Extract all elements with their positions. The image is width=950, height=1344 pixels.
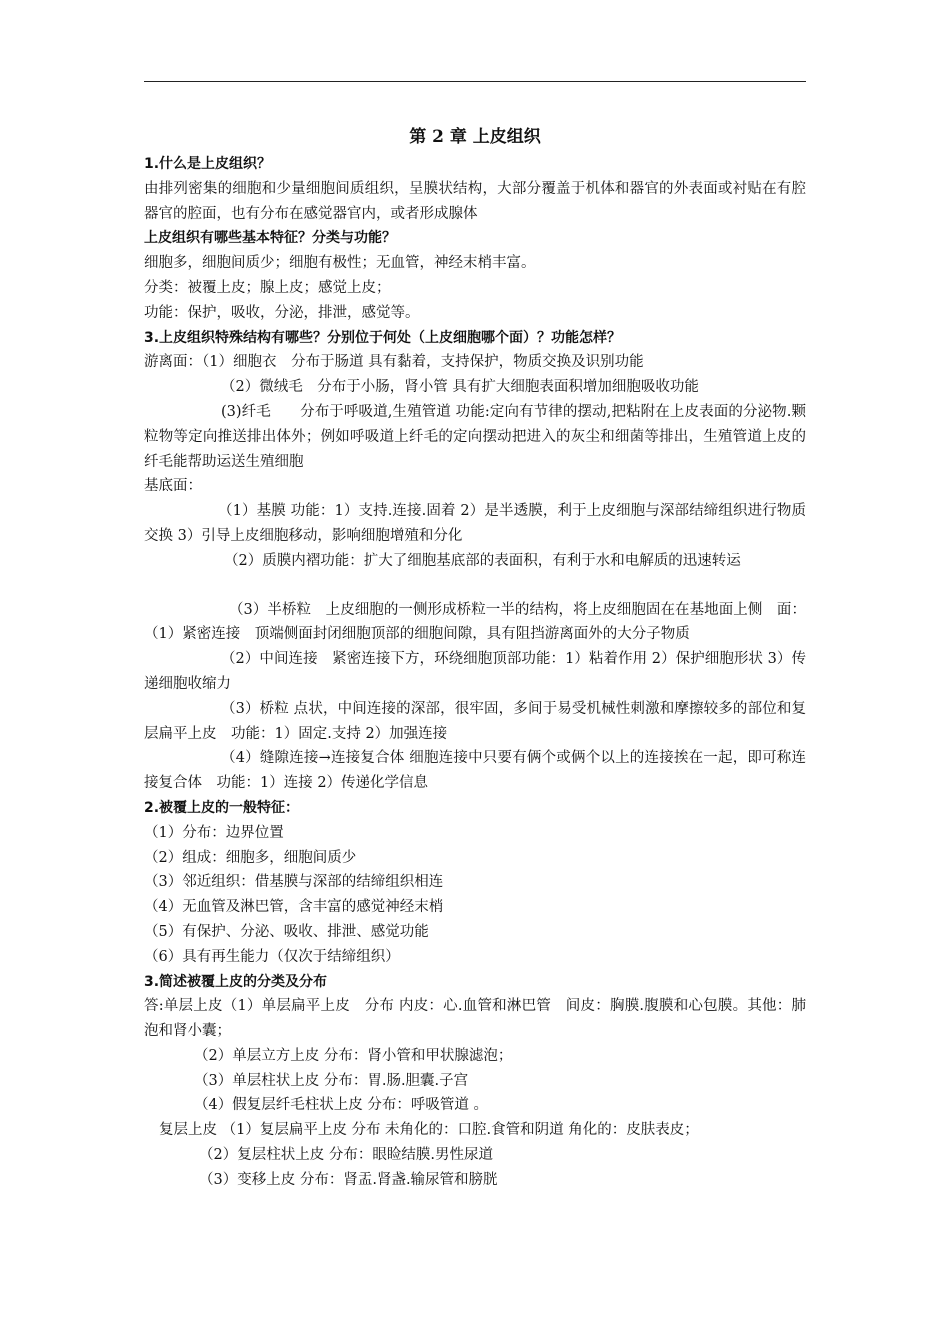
list-item: （3）变移上皮 分布：肾盂.肾盏.输尿管和膀胱 bbox=[199, 1171, 498, 1188]
paragraph: 细胞多，细胞间质少；细胞有极性；无血管，神经末梢丰富。 bbox=[144, 255, 536, 272]
spacer bbox=[144, 574, 806, 598]
list-item: （3）单层柱状上皮 分布：胃.肠.胆囊.子宫 bbox=[194, 1072, 469, 1089]
list-item: （5）有保护、分泌、吸收、排泄、感觉功能 bbox=[144, 923, 429, 940]
paragraph: （3）桥粒 点状，中间连接的深部，很牢固，多间于易受机械性刺激和摩擦较多的部位和复层扁平上皮 功能：1）固定.支持 2）加强连接 bbox=[144, 700, 806, 742]
paragraph: 分类：被覆上皮；腺上皮；感觉上皮； bbox=[144, 279, 391, 296]
paragraph: （3）半桥粒 上皮细胞的一侧形成桥粒一半的结构，将上皮细胞固在在基地面上侧 面：（1）紧密连接 顶端侧面封闭细胞顶部的细胞间隙，具有阻挡游离面外的大分子物质 bbox=[144, 601, 806, 643]
list-item: （2）复层柱状上皮 分布：眼睑结膜.男性尿道 bbox=[199, 1147, 493, 1164]
list-item: （3）邻近组织：借基膜与深部的结缔组织相连 bbox=[144, 874, 444, 891]
chapter-title: 第 2 章 上皮组织 bbox=[409, 127, 541, 147]
paragraph: 基底面： bbox=[144, 478, 202, 495]
paragraph: 由排列密集的细胞和少量细胞间质组织，呈膜状结构，大部分覆盖于机体和器官的外表面或衬贴在有腔器官的腔面，也有分布在感觉器官内，或者形成腺体 bbox=[144, 180, 806, 222]
header-rule bbox=[144, 81, 806, 82]
list-item: （1）分布：边界位置 bbox=[144, 824, 284, 841]
list-item: （2）组成：细胞多，细胞间质少 bbox=[144, 849, 357, 866]
paragraph: 答:单层上皮（1）单层扁平上皮 分布 内皮：心.血管和淋巴管 间皮：胸膜.腹膜和心包膜。其他：肺泡和肾小囊； bbox=[144, 998, 806, 1040]
question-heading: 2.被覆上皮的一般特征： bbox=[144, 799, 300, 816]
list-item: （2）单层立方上皮 分布：肾小管和甲状腺滤泡； bbox=[194, 1047, 513, 1064]
paragraph: （1）基膜 功能：1）支持.连接.固着 2）是半透膜，利于上皮细胞与深部结缔组织进行物质交换 3）引导上皮细胞移动，影响细胞增殖和分化 bbox=[144, 503, 806, 544]
list-item: （4）假复层纤毛柱状上皮 分布：呼吸管道 。 bbox=[194, 1097, 488, 1114]
paragraph: 游离面：（1）细胞衣 分布于肠道 具有黏着，支持保护，物质交换及识别功能 bbox=[144, 354, 644, 371]
paragraph: (3)纤毛 分布于呼吸道,生殖管道 功能:定向有节律的摆动,把粘附在上皮表面的分泌物.颗粒物等定向推送排出体外；例如呼吸道上纤毛的定向摆动把进入的灰尘和细菌等排出，生殖管道上皮的纤毛能帮助运送生殖细胞 bbox=[144, 403, 806, 470]
paragraph: （2）微绒毛 分布于小肠，肾小管 具有扩大细胞表面积增加细胞吸收功能 bbox=[221, 379, 699, 396]
question-heading: 3.简述被覆上皮的分类及分布 bbox=[144, 973, 328, 990]
paragraph: （4）缝隙连接→连接复合体 细胞连接中只要有俩个或俩个以上的连接挨在一起，即可称连接复合体 功能：1）连接 2）传递化学信息 bbox=[144, 750, 806, 792]
list-item: （4）无血管及淋巴管，含丰富的感觉神经末梢 bbox=[144, 899, 444, 916]
paragraph: （2）中间连接 紧密连接下方，环绕细胞顶部功能：1）粘着作用 2）保护细胞形状 3）传递细胞收缩力 bbox=[144, 651, 806, 692]
list-item: 复层上皮 （1）复层扁平上皮 分布 未角化的：口腔.食管和阴道 角化的：皮肤表皮； bbox=[159, 1122, 699, 1139]
question-heading: 上皮组织有哪些基本特征？分类与功能？ bbox=[144, 230, 396, 247]
question-heading: 3.上皮组织特殊结构有哪些？分别位于何处（上皮细胞哪个面）？功能怎样？ bbox=[144, 329, 622, 346]
question-heading: 1.什么是上皮组织？ bbox=[144, 156, 272, 172]
document-body bbox=[144, 122, 806, 1193]
list-item: （6）具有再生能力（仅次于结缔组织） bbox=[144, 948, 400, 965]
paragraph: 功能：保护，吸收，分泌，排泄，感觉等。 bbox=[144, 304, 420, 321]
paragraph: （2）质膜内褶功能：扩大了细胞基底部的表面积，有利于水和电解质的迅速转运 bbox=[224, 552, 741, 569]
